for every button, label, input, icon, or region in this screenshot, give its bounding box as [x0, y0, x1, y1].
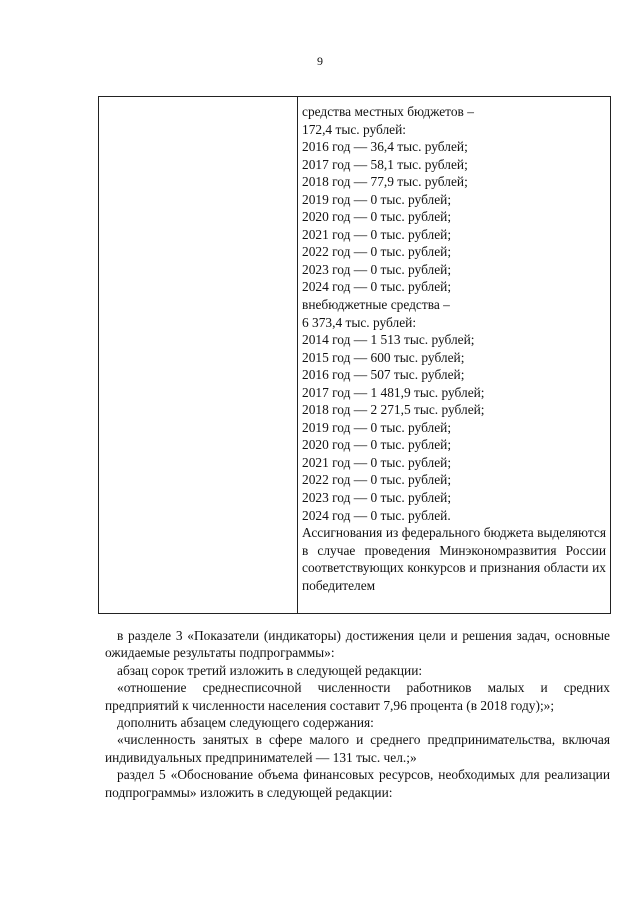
table-line: 2017 год — 58,1 тыс. рублей;: [302, 156, 468, 172]
table-line: 6 373,4 тыс. рублей:: [302, 314, 417, 330]
table-left-cell: [99, 97, 297, 613]
table-line: 2024 год — 0 тыс. рублей.: [302, 507, 451, 523]
page-number: 9: [317, 54, 323, 68]
paragraph-employment-quote: «численность занятых в сфере малого и среднего предпринимательства, включая индивидуальных предпринимателей — 131 тыс. чел.;»: [105, 732, 610, 765]
table-line: 172,4 тыс. рублей:: [302, 121, 406, 137]
table-line: 2020 год — 0 тыс. рублей;: [302, 437, 452, 453]
table-line: 2016 год — 36,4 тыс. рублей;: [302, 139, 468, 155]
paragraph-ratio-quote: «отношение среднесписочной численности работников малых и средних предприятий к численности населения составит 7,96 процента (в 2018 году);»;: [105, 680, 610, 713]
funding-table: [98, 96, 611, 614]
table-line: 2019 год — 0 тыс. рублей;: [302, 419, 452, 435]
table-line: 2023 год — 0 тыс. рублей;: [302, 261, 452, 277]
table-line: 2018 год — 77,9 тыс. рублей;: [302, 174, 468, 190]
table-line: 2021 год — 0 тыс. рублей;: [302, 226, 452, 242]
table-line: 2015 год — 600 тыс. рублей;: [302, 349, 465, 365]
table-line: 2024 год — 0 тыс. рублей;: [302, 279, 452, 295]
paragraph-section-3: в разделе 3 «Показатели (индикаторы) достижения цели и решения задач, основные ожидаемые результаты подпрограммы»:: [105, 628, 610, 661]
paragraph-add-instruction: дополнить абзацем следующего содержания:: [117, 715, 374, 731]
paragraph-section-5: раздел 5 «Обоснование объема финансовых ресурсов, необходимых для реализации подпрограммы» изложить в следующей редакции:: [105, 767, 610, 800]
table-line: 2022 год — 0 тыс. рублей;: [302, 244, 452, 260]
table-line: 2017 год — 1 481,9 тыс. рублей;: [302, 384, 485, 400]
table-right-cell: [302, 103, 606, 594]
table-line: 2019 год — 0 тыс. рублей;: [302, 191, 452, 207]
table-line: внебюджетные средства –: [302, 297, 450, 313]
table-line: 2016 год — 507 тыс. рублей;: [302, 367, 465, 383]
table-line: средства местных бюджетов –: [302, 104, 474, 119]
table-line: 2014 год — 1 513 тыс. рублей;: [302, 332, 475, 348]
table-line: 2020 год — 0 тыс. рублей;: [302, 209, 452, 225]
table-line: 2023 год — 0 тыс. рублей;: [302, 490, 452, 506]
table-line: 2021 год — 0 тыс. рублей;: [302, 454, 452, 470]
document-body: [105, 627, 610, 801]
table-column-divider: [297, 97, 298, 613]
allocation-note: Ассигнования из федерального бюджета выделяются в случае проведения Минэкономразвития России соответствующих конкурсов и признания области их победителем: [302, 525, 606, 593]
table-line: 2022 год — 0 тыс. рублей;: [302, 472, 452, 488]
table-line: 2018 год — 2 271,5 тыс. рублей;: [302, 402, 485, 418]
paragraph-instruction-43: абзац сорок третий изложить в следующей редакции:: [117, 662, 423, 678]
